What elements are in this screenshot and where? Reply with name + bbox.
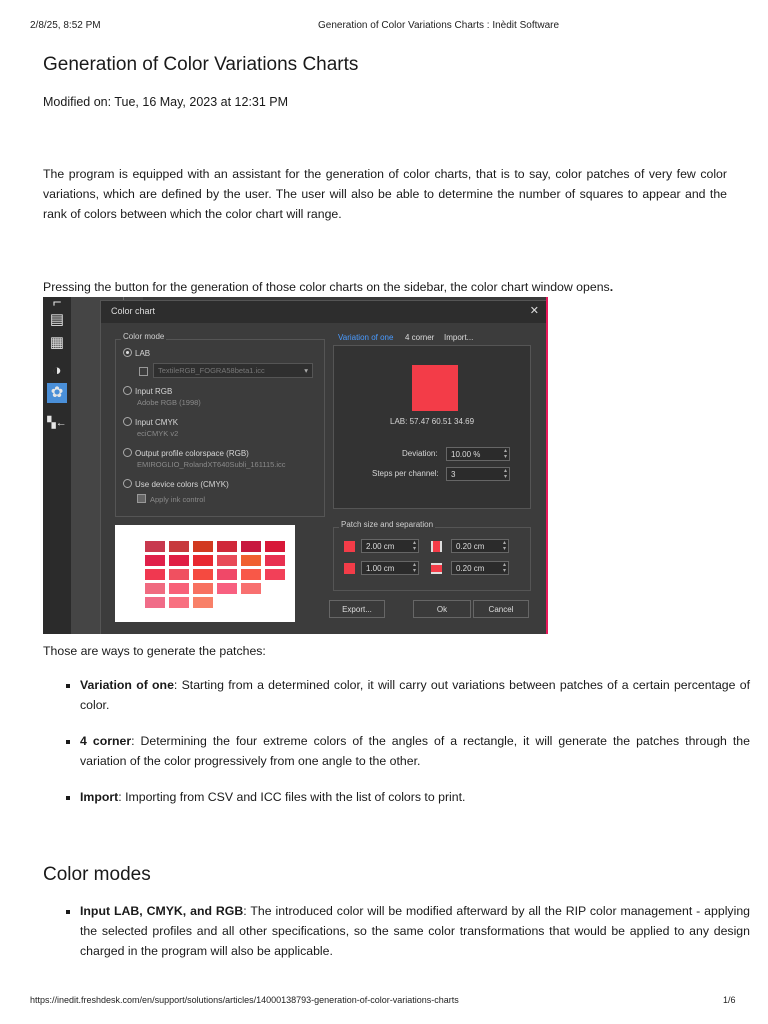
apply-ink-checkbox[interactable]: Apply ink control <box>137 494 205 504</box>
tab-4-corner[interactable]: 4 corner <box>405 333 435 342</box>
pressing-paragraph: Pressing the button for the generation of those color charts on the sidebar, the color chart window opens. <box>43 280 614 294</box>
color-patch <box>217 569 237 580</box>
lab-radio[interactable]: LAB <box>123 348 150 358</box>
color-patch <box>217 583 237 594</box>
vertical-separation-input[interactable]: 0.20 cm ▴ ▾ <box>451 561 509 575</box>
input-rgb-radio[interactable]: Input RGB <box>123 386 172 396</box>
intro-paragraph: The program is equipped with an assistant for the generation of color charts, that is to say, color patches of very few color variations, which are defined by the user. The user will also be able to determine the number of squares to appear and the rank of colors between which the color chart will range. <box>43 167 727 221</box>
color-patch <box>217 541 237 552</box>
canvas-edge <box>546 297 548 634</box>
print-page-title: Generation of Color Variations Charts : Inèdit Software <box>318 20 560 31</box>
ways-intro: Those are ways to generate the patches: <box>43 644 266 658</box>
print-timestamp: 2/8/25, 8:52 PM <box>30 20 101 31</box>
variation-panel <box>333 345 531 509</box>
vertical-separation-icon <box>431 563 442 574</box>
modified-date: Modified on: Tue, 16 May, 2023 at 12:31 PM <box>43 95 289 109</box>
patch-size-label: Patch size and separation <box>341 520 434 529</box>
dialog-title: Color chart <box>111 306 156 316</box>
section-title-color-modes: Color modes <box>43 864 151 885</box>
base-color-swatch[interactable] <box>412 365 458 411</box>
list-item: ▪ Import: Importing from CSV and ICC files with the list of colors to print. <box>80 787 750 807</box>
color-patch <box>241 583 261 594</box>
list-item: ▪ Input LAB, CMYK, and RGB: The introduced color will be modified afterward by all the RIP color management - applying the selected profiles and all other specifications, so the same color transformations that would be applied to any design charged in the program will also be applicable. <box>80 901 750 961</box>
color-mode-label: Color mode <box>123 332 165 341</box>
list-item: ▪ Variation of one: Starting from a determined color, it will carry out variations between patches of a certain percentage of color. <box>80 675 750 715</box>
layout-arrow-icon[interactable]: ▚← <box>47 417 67 429</box>
color-patch <box>193 555 213 566</box>
color-patch <box>169 541 189 552</box>
device-colors-radio[interactable]: Use device colors (CMYK) <box>123 479 229 489</box>
color-patch <box>193 597 213 608</box>
output-profile-name: EMIROGLIO_RolandXT640Subli_161115.icc <box>137 460 286 469</box>
color-patch <box>241 541 261 552</box>
color-patch <box>265 569 285 580</box>
close-icon[interactable]: ✕ <box>529 305 539 317</box>
deviation-input[interactable]: 10.00 % ▴ ▾ <box>446 447 510 461</box>
palette-icon[interactable]: ✿ <box>47 383 67 403</box>
color-patch <box>265 541 285 552</box>
steps-input[interactable]: 3 ▴ ▾ <box>446 467 510 481</box>
color-chart-screenshot <box>43 297 548 634</box>
ways-list <box>58 675 750 807</box>
color-patch <box>193 541 213 552</box>
input-cmyk-profile: eciCMYK v2 <box>137 429 179 438</box>
patch-preview <box>115 525 295 622</box>
patch-width-input[interactable]: 2.00 cm ▴ ▾ <box>361 539 419 553</box>
horizontal-separation-icon <box>431 541 442 552</box>
patch-height-input[interactable]: 1.00 cm ▴ ▾ <box>361 561 419 575</box>
cancel-button[interactable]: Cancel <box>473 600 529 618</box>
grid-icon[interactable]: ▦ <box>49 334 65 351</box>
color-patch <box>145 555 165 566</box>
dialog-titlebar <box>101 301 548 323</box>
document-icon[interactable]: ▤ <box>49 311 65 328</box>
color-patch <box>241 569 261 580</box>
color-patch <box>217 555 237 566</box>
tab-variation-of-one[interactable]: Variation of one <box>338 333 394 342</box>
color-chart-dialog <box>100 300 548 634</box>
lab-profile-select[interactable]: TextileRGB_FOGRA58beta1.icc ▾ <box>153 363 313 378</box>
color-patch <box>169 583 189 594</box>
page-number: 1/6 <box>723 995 736 1005</box>
steps-label: Steps per channel: <box>372 469 439 478</box>
tab-import[interactable]: Import... <box>444 333 474 342</box>
patch-size-group <box>333 527 531 591</box>
modes-list <box>58 901 750 961</box>
color-patch <box>169 569 189 580</box>
export-button[interactable]: Export... <box>329 600 385 618</box>
patch-width-icon <box>344 541 355 552</box>
color-patch <box>145 569 165 580</box>
output-profile-radio[interactable]: Output profile colorspace (RGB) <box>123 448 249 458</box>
article-title: Generation of Color Variations Charts <box>43 54 359 75</box>
color-patch <box>145 597 165 608</box>
list-item: ▪ 4 corner: Determining the four extreme colors of the angles of a rectangle, it will generate the patches through the variation of the color progressively from one angle to the other. <box>80 731 750 771</box>
horizontal-separation-input[interactable]: 0.20 cm ▴ ▾ <box>451 539 509 553</box>
color-patch <box>265 555 285 566</box>
print-url: https://inedit.freshdesk.com/en/support/solutions/articles/14000138793-generation-of-color-variations-charts <box>30 995 459 1005</box>
crop-icon[interactable]: ⌐ <box>52 297 62 311</box>
patch-height-icon <box>344 563 355 574</box>
lab-profile-checkbox[interactable] <box>139 367 152 377</box>
color-patch <box>169 597 189 608</box>
color-patch <box>241 555 261 566</box>
color-patch <box>169 555 189 566</box>
ok-button[interactable]: Ok <box>413 600 471 618</box>
sidebar-toolbar <box>43 297 71 634</box>
contrast-icon[interactable]: ◑ <box>52 362 62 379</box>
lab-value: LAB: 57.47 60.51 34.69 <box>390 417 475 426</box>
color-patch <box>145 583 165 594</box>
color-patch <box>193 569 213 580</box>
input-rgb-profile: Adobe RGB (1998) <box>137 398 201 407</box>
deviation-label: Deviation: <box>402 449 438 458</box>
color-patch <box>193 583 213 594</box>
color-patch <box>145 541 165 552</box>
input-cmyk-radio[interactable]: Input CMYK <box>123 417 178 427</box>
